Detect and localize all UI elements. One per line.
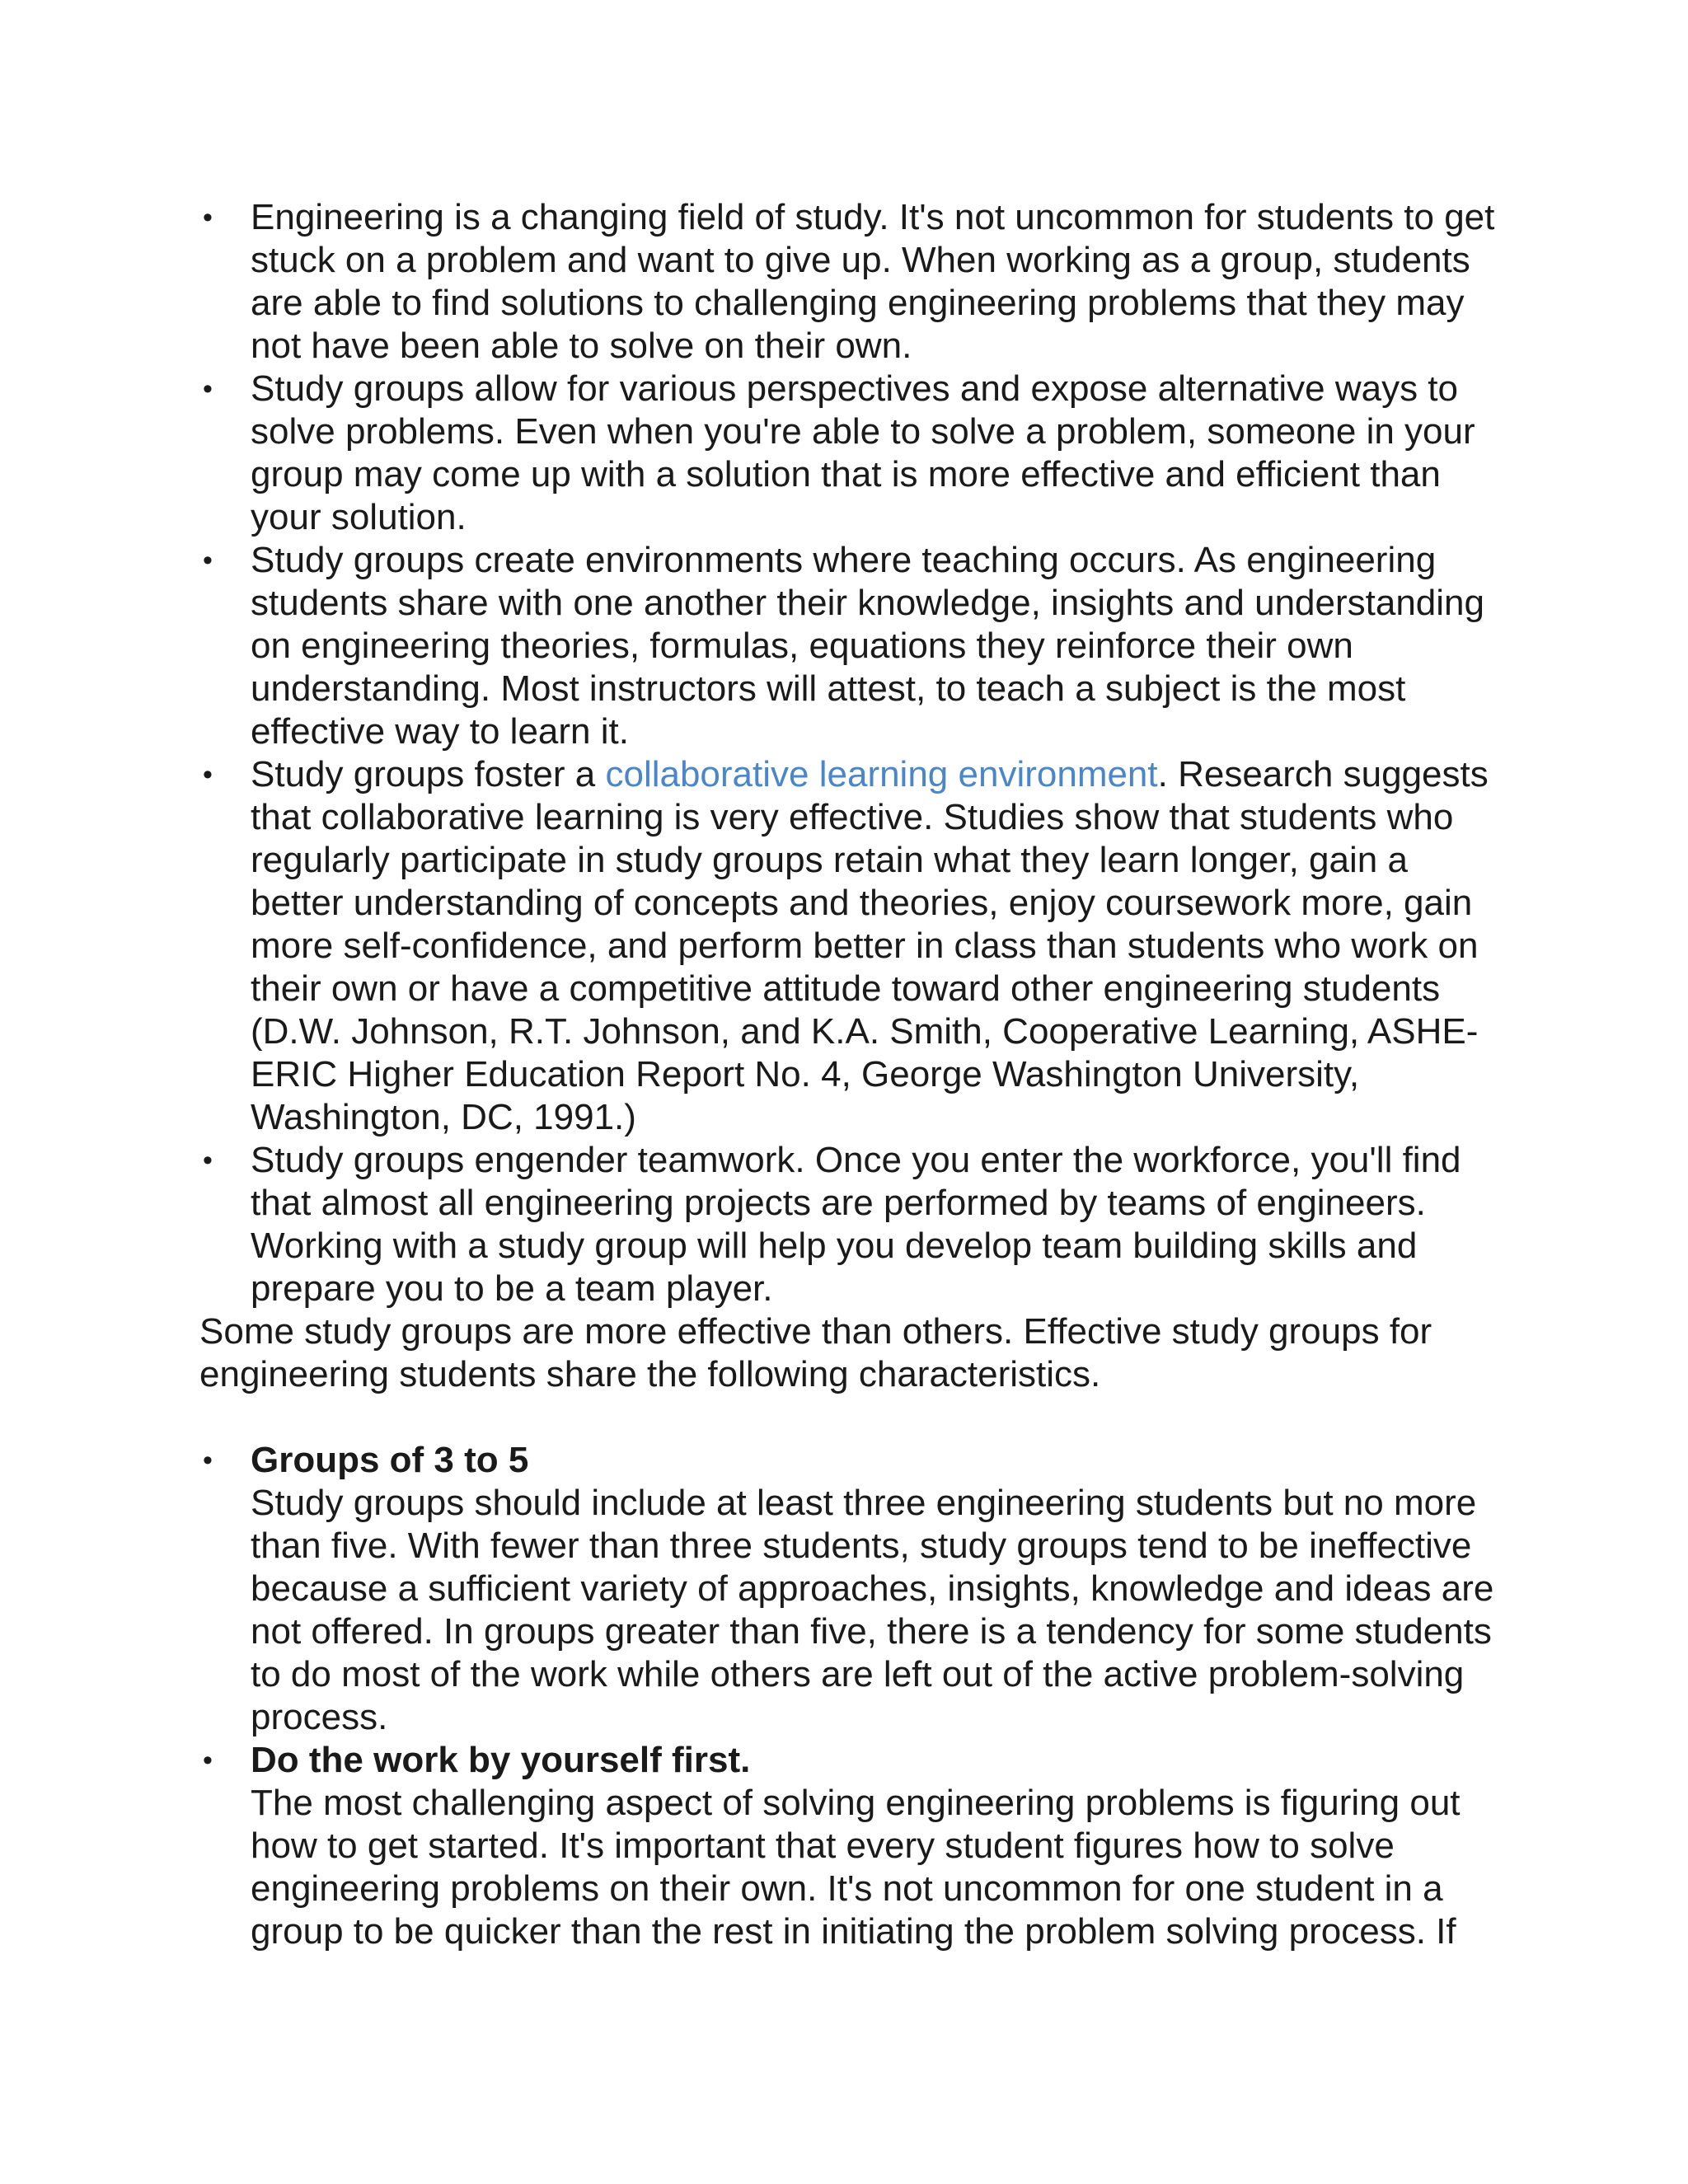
list-item-text-after-link: . Research suggests that collaborative learning is very effective. Studies show that students who regularly participate in study groups retain what they learn longer, gain a better understanding of concepts and theories, enjoy coursework more, gain more self-confidence, and perform better in class than students who work on their own or have a competitive attitude toward other engineering students (D.W. Johnson, R.T. Johnson, and K.A. Smith, Cooperative Learning, ASHE-ERIC Higher Education Report No. 4, George Washington University, Washington, DC, 1991.) (251, 754, 1489, 1137)
spacer (199, 1396, 1502, 1439)
list-item-text: Study groups allow for various perspectives and expose alternative ways to solve problems. Even when you're able to solve a problem, someone in your group may come up with a solution that is more effective and efficient than your solution. (251, 368, 1475, 537)
bullet-icon: • (203, 759, 213, 790)
characteristic-heading: Groups of 3 to 5 (251, 1440, 529, 1480)
list-item (199, 1439, 1502, 1739)
characteristics-list (199, 1439, 1502, 1953)
document-page (199, 196, 1502, 1953)
list-item (199, 196, 1502, 368)
list-item (199, 1139, 1502, 1310)
collaborative-learning-link[interactable]: collaborative learning environment (605, 754, 1158, 794)
list-item-text: Study groups create environments where teaching occurs. As engineering students share with one another their knowledge, insights and understanding on engineering theories, formulas, equations they reinforce their own understanding. Most instructors will attest, to teach a subject is the most effective way to learn it. (251, 540, 1484, 752)
bullet-icon: • (203, 373, 213, 405)
benefits-list (199, 196, 1502, 1310)
bullet-icon: • (203, 1745, 213, 1776)
characteristic-text: The most challenging aspect of solving engineering problems is figuring out how to get started. It's important that every student figures how to solve engineering problems on their own. It's not uncommon for one student in a group to be quicker than the rest in initiating the problem solving process. If (251, 1783, 1461, 1952)
bullet-icon: • (203, 1145, 213, 1176)
list-item (199, 368, 1502, 539)
bullet-icon: • (203, 202, 213, 233)
characteristic-heading: Do the work by yourself first. (251, 1740, 751, 1780)
characteristic-text: Study groups should include at least three engineering students but no more than five. With fewer than three students, study groups tend to be ineffective because a sufficient variety of approaches, insights, knowledge and ideas are not offered. In groups greater than five, there is a tendency for some students to do most of the work while others are left out of the active problem-solving process. (251, 1483, 1494, 1737)
list-item-text: Engineering is a changing field of study. It's not uncommon for students to get stuck on a problem and want to give up. When working as a group, students are able to find solutions to challenging engineering problems that they may not have been able to solve on their own. (251, 197, 1495, 366)
list-item (199, 753, 1502, 1139)
list-item (199, 539, 1502, 753)
bullet-icon: • (203, 545, 213, 576)
list-item-text-before-link: Study groups foster a (251, 754, 606, 794)
list-item-text: Study groups engender teamwork. Once you enter the workforce, you'll find that almost all engineering projects are performed by teams of engineers. Working with a study group will help you develop team building skills and prepare you to be a team player. (251, 1140, 1461, 1309)
list-item (199, 1739, 1502, 1953)
bullet-icon: • (203, 1445, 213, 1476)
intro-paragraph: Some study groups are more effective than others. Effective study groups for engineering students share the following characteristics. (199, 1311, 1432, 1394)
